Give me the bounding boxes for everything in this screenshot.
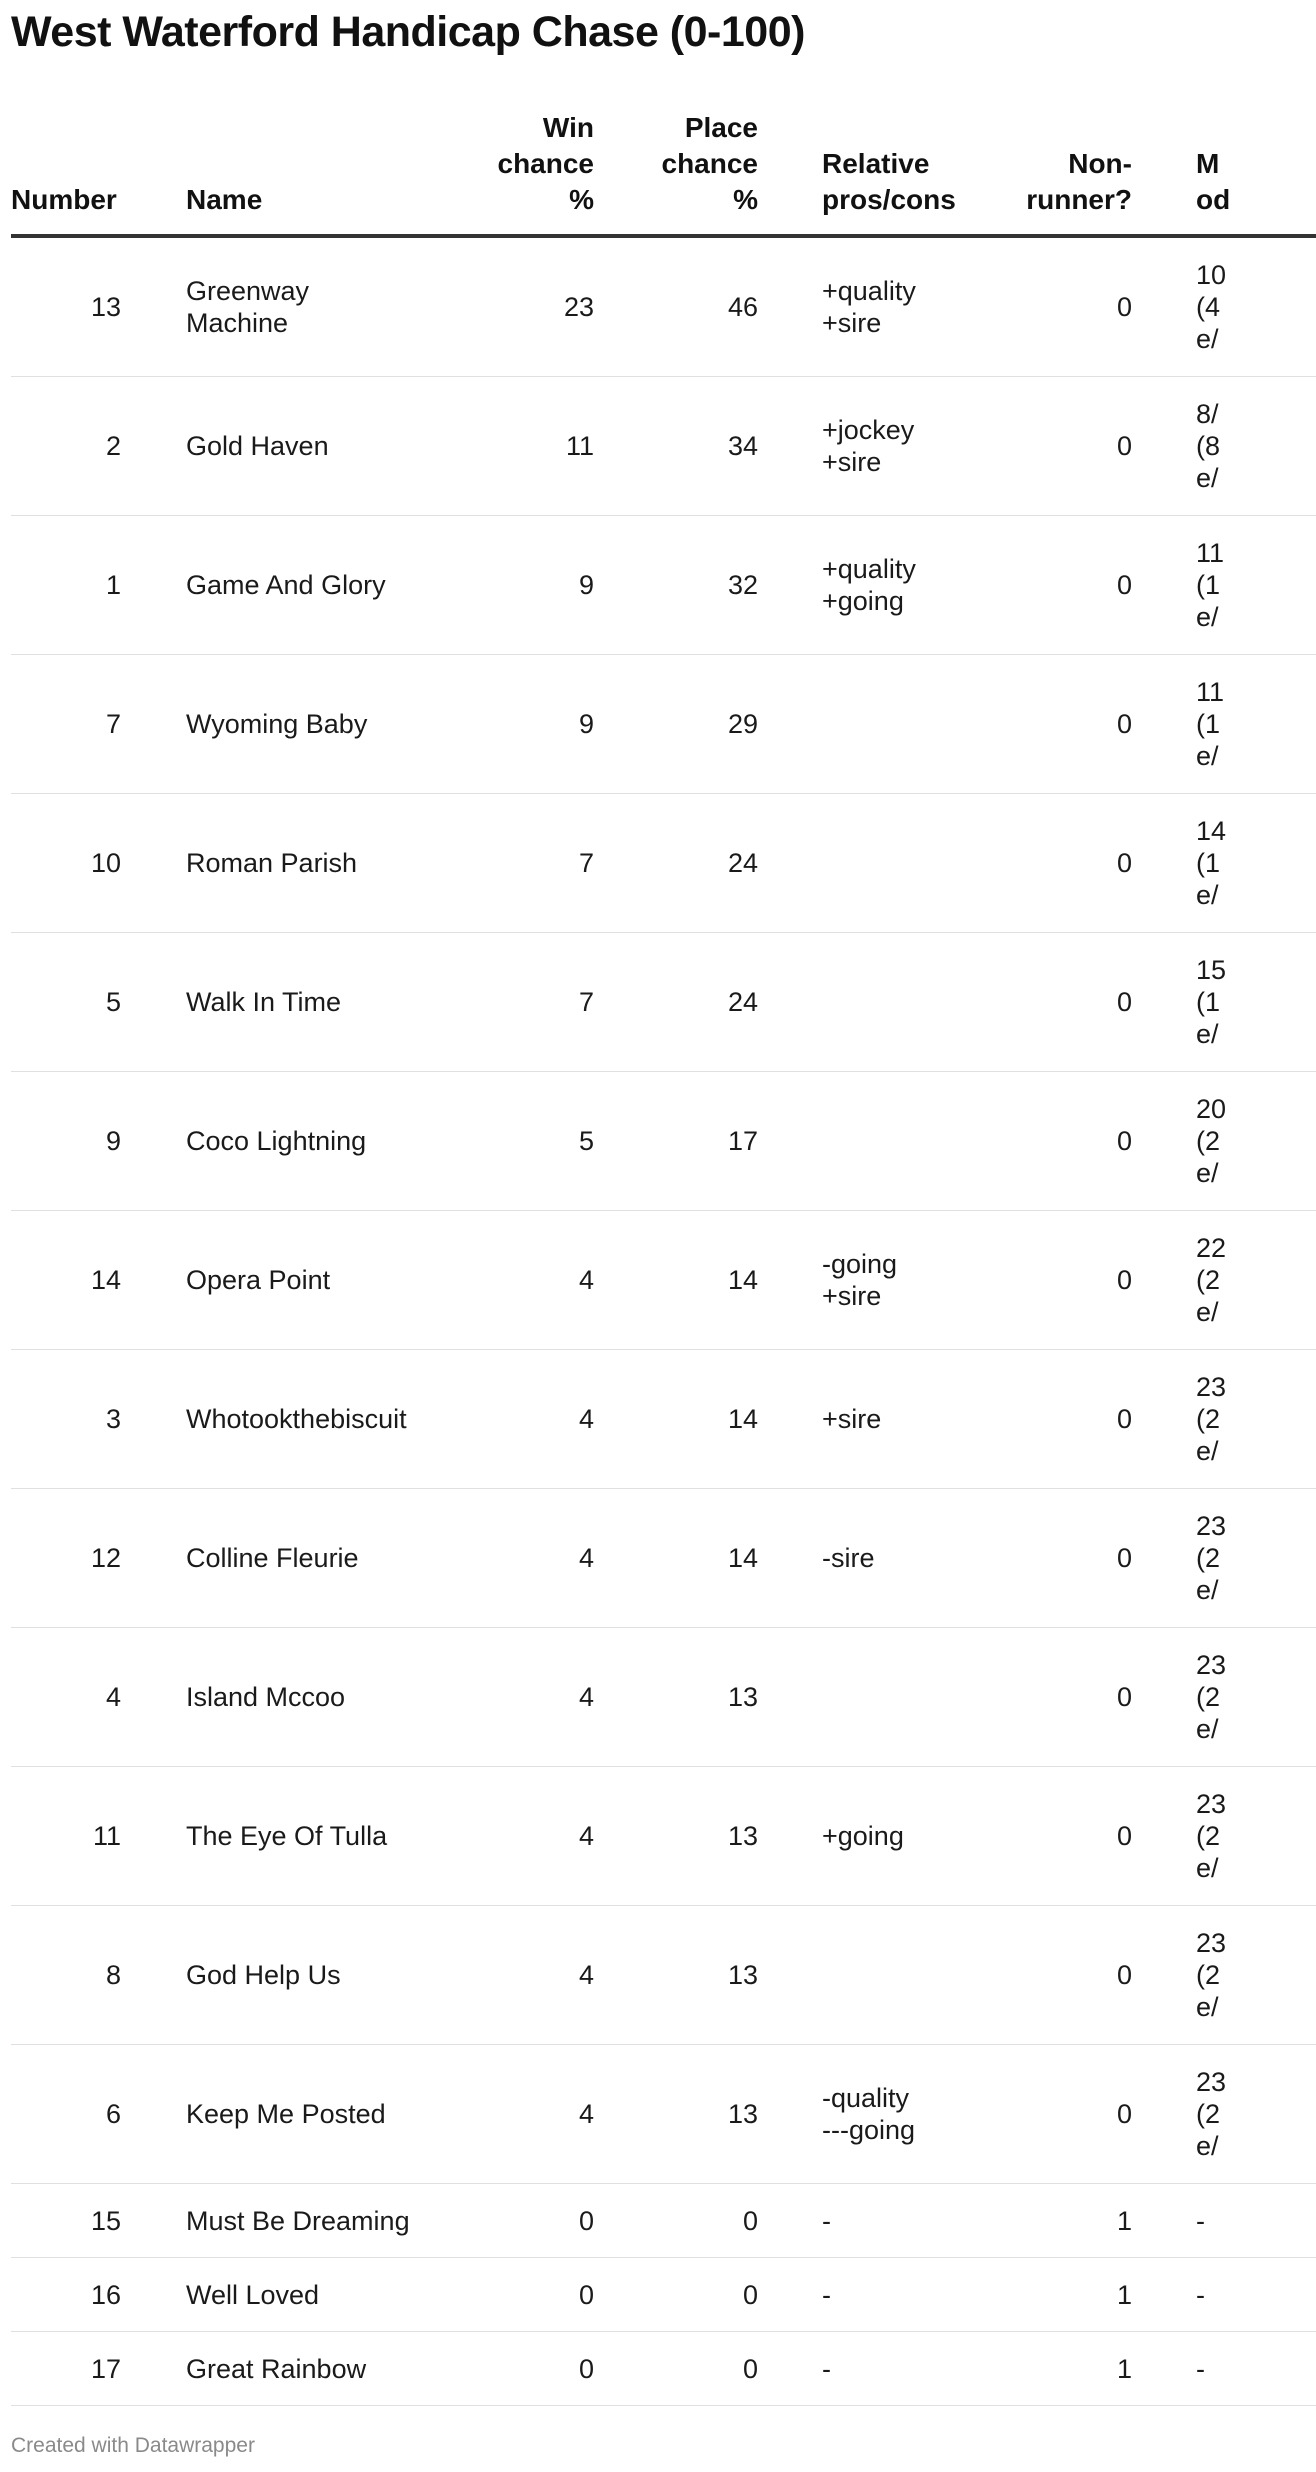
cell-number: 6 (11, 2045, 121, 2184)
cell-place-chance: 13 (594, 1628, 758, 1767)
cell-spacer (758, 1628, 822, 1767)
cell-spacer (121, 1211, 186, 1350)
chart-title: West Waterford Handicap Chase (0-100) (11, 8, 805, 56)
cell-win-chance: 11 (436, 377, 594, 516)
cell-non-runner: 1 (972, 2332, 1132, 2406)
cell-place-chance: 0 (594, 2332, 758, 2406)
cell-spacer (1132, 377, 1196, 516)
cell-win-chance: 4 (436, 1489, 594, 1628)
cell-name: Whotookthebiscuit (186, 1350, 436, 1489)
cell-spacer (758, 516, 822, 655)
table-header-row (11, 110, 1316, 236)
cell-odds: 10 (4 e/ (1196, 236, 1316, 377)
table-body (11, 236, 1316, 2406)
cell-spacer (121, 1072, 186, 1211)
header-name[interactable]: Name (186, 110, 436, 236)
cell-number: 7 (11, 655, 121, 794)
cell-spacer (758, 1350, 822, 1489)
cell-odds: 14 (1 e/ (1196, 794, 1316, 933)
cell-non-runner: 0 (972, 2045, 1132, 2184)
cell-relative-pros-cons: +going (822, 1767, 972, 1906)
cell-spacer (758, 933, 822, 1072)
cell-spacer (1132, 933, 1196, 1072)
cell-non-runner: 0 (972, 1350, 1132, 1489)
cell-relative-pros-cons: -quality ---going (822, 2045, 972, 2184)
cell-spacer (1132, 1906, 1196, 2045)
cell-place-chance: 13 (594, 1767, 758, 1906)
table-row (11, 2184, 1316, 2258)
cell-name: Greenway Machine (186, 236, 436, 377)
cell-relative-pros-cons: +sire (822, 1350, 972, 1489)
cell-spacer (1132, 1211, 1196, 1350)
cell-spacer (121, 1628, 186, 1767)
cell-place-chance: 0 (594, 2184, 758, 2258)
cell-relative-pros-cons: -sire (822, 1489, 972, 1628)
cell-place-chance: 46 (594, 236, 758, 377)
cell-relative-pros-cons (822, 933, 972, 1072)
cell-spacer (121, 1350, 186, 1489)
cell-odds: 23 (2 e/ (1196, 1906, 1316, 2045)
cell-name: God Help Us (186, 1906, 436, 2045)
cell-name: Game And Glory (186, 516, 436, 655)
cell-spacer (1132, 236, 1196, 377)
cell-number: 3 (11, 1350, 121, 1489)
cell-relative-pros-cons (822, 655, 972, 794)
cell-spacer (121, 655, 186, 794)
cell-win-chance: 4 (436, 1628, 594, 1767)
cell-name: Keep Me Posted (186, 2045, 436, 2184)
cell-win-chance: 5 (436, 1072, 594, 1211)
table-row (11, 1628, 1316, 1767)
cell-relative-pros-cons: +quality +going (822, 516, 972, 655)
cell-spacer (121, 1767, 186, 1906)
cell-win-chance: 0 (436, 2184, 594, 2258)
cell-spacer (1132, 1072, 1196, 1211)
cell-spacer (758, 2332, 822, 2406)
cell-spacer (121, 1906, 186, 2045)
cell-odds: 23 (2 e/ (1196, 1767, 1316, 1906)
cell-non-runner: 0 (972, 794, 1132, 933)
cell-spacer (758, 1072, 822, 1211)
cell-odds: 8/ (8 e/ (1196, 377, 1316, 516)
cell-non-runner: 0 (972, 377, 1132, 516)
cell-spacer (121, 516, 186, 655)
cell-win-chance: 4 (436, 2045, 594, 2184)
cell-spacer (121, 2332, 186, 2406)
cell-spacer (1132, 1628, 1196, 1767)
cell-odds: 11 (1 e/ (1196, 516, 1316, 655)
cell-number: 12 (11, 1489, 121, 1628)
header-win-chance[interactable]: Win chance % (436, 110, 594, 236)
cell-number: 10 (11, 794, 121, 933)
cell-spacer (1132, 655, 1196, 794)
cell-spacer (121, 1489, 186, 1628)
cell-spacer (121, 377, 186, 516)
cell-number: 17 (11, 2332, 121, 2406)
runners-table (11, 110, 1316, 2406)
table-row (11, 2258, 1316, 2332)
cell-relative-pros-cons (822, 1628, 972, 1767)
cell-spacer (1132, 2332, 1196, 2406)
cell-non-runner: 0 (972, 1628, 1132, 1767)
header-number[interactable]: Number (11, 110, 121, 236)
cell-relative-pros-cons: +jockey +sire (822, 377, 972, 516)
cell-spacer (121, 933, 186, 1072)
cell-spacer (121, 794, 186, 933)
cell-win-chance: 9 (436, 516, 594, 655)
cell-win-chance: 4 (436, 1211, 594, 1350)
cell-spacer (758, 1906, 822, 2045)
cell-place-chance: 17 (594, 1072, 758, 1211)
cell-place-chance: 24 (594, 933, 758, 1072)
cell-name: Well Loved (186, 2258, 436, 2332)
cell-number: 16 (11, 2258, 121, 2332)
cell-spacer (758, 794, 822, 933)
cell-win-chance: 7 (436, 933, 594, 1072)
cell-non-runner: 0 (972, 933, 1132, 1072)
cell-spacer (758, 2045, 822, 2184)
table-row (11, 794, 1316, 933)
header-odds[interactable]: M od (1196, 110, 1316, 236)
cell-number: 5 (11, 933, 121, 1072)
table-row (11, 1489, 1316, 1628)
cell-relative-pros-cons: - (822, 2258, 972, 2332)
cell-non-runner: 0 (972, 516, 1132, 655)
cell-relative-pros-cons: -going +sire (822, 1211, 972, 1350)
cell-spacer (758, 655, 822, 794)
cell-spacer (758, 1489, 822, 1628)
cell-name: Wyoming Baby (186, 655, 436, 794)
cell-odds: 22 (2 e/ (1196, 1211, 1316, 1350)
table-row (11, 1906, 1316, 2045)
cell-spacer (1132, 1767, 1196, 1906)
cell-spacer (1132, 794, 1196, 933)
cell-non-runner: 0 (972, 1906, 1132, 2045)
cell-non-runner: 0 (972, 1072, 1132, 1211)
cell-relative-pros-cons: +quality +sire (822, 236, 972, 377)
cell-spacer (121, 2184, 186, 2258)
cell-place-chance: 0 (594, 2258, 758, 2332)
cell-spacer (758, 2258, 822, 2332)
cell-non-runner: 0 (972, 1767, 1132, 1906)
table-row (11, 1350, 1316, 1489)
table-row (11, 933, 1316, 1072)
cell-relative-pros-cons (822, 1072, 972, 1211)
cell-number: 9 (11, 1072, 121, 1211)
cell-spacer (121, 2045, 186, 2184)
cell-odds: - (1196, 2184, 1316, 2258)
cell-name: Island Mccoo (186, 1628, 436, 1767)
cell-place-chance: 13 (594, 2045, 758, 2184)
cell-non-runner: 1 (972, 2184, 1132, 2258)
cell-name: Opera Point (186, 1211, 436, 1350)
table-row (11, 1767, 1316, 1906)
table-row (11, 377, 1316, 516)
cell-number: 1 (11, 516, 121, 655)
cell-odds: 23 (2 e/ (1196, 2045, 1316, 2184)
header-spacer (758, 110, 822, 236)
header-relative-pros-cons[interactable]: Relative pros/cons (822, 110, 972, 236)
cell-spacer (758, 377, 822, 516)
cell-name: Roman Parish (186, 794, 436, 933)
header-spacer (121, 110, 186, 236)
cell-spacer (1132, 2045, 1196, 2184)
cell-place-chance: 14 (594, 1350, 758, 1489)
cell-name: Must Be Dreaming (186, 2184, 436, 2258)
header-place-chance[interactable]: Place chance % (594, 110, 758, 236)
runners-table-container[interactable] (11, 110, 1231, 2406)
cell-name: The Eye Of Tulla (186, 1767, 436, 1906)
cell-name: Gold Haven (186, 377, 436, 516)
cell-odds: 23 (2 e/ (1196, 1350, 1316, 1489)
cell-relative-pros-cons: - (822, 2332, 972, 2406)
cell-odds: 15 (1 e/ (1196, 933, 1316, 1072)
header-spacer (1132, 110, 1196, 236)
cell-win-chance: 23 (436, 236, 594, 377)
table-row (11, 1211, 1316, 1350)
cell-place-chance: 29 (594, 655, 758, 794)
cell-place-chance: 32 (594, 516, 758, 655)
cell-odds: 23 (2 e/ (1196, 1489, 1316, 1628)
cell-spacer (758, 236, 822, 377)
cell-spacer (121, 236, 186, 377)
cell-name: Coco Lightning (186, 1072, 436, 1211)
table-row (11, 516, 1316, 655)
cell-place-chance: 14 (594, 1211, 758, 1350)
cell-number: 13 (11, 236, 121, 377)
cell-odds: - (1196, 2332, 1316, 2406)
cell-number: 2 (11, 377, 121, 516)
table-row (11, 2332, 1316, 2406)
cell-odds: 23 (2 e/ (1196, 1628, 1316, 1767)
cell-odds: 11 (1 e/ (1196, 655, 1316, 794)
cell-relative-pros-cons: - (822, 2184, 972, 2258)
cell-place-chance: 13 (594, 1906, 758, 2045)
cell-number: 14 (11, 1211, 121, 1350)
cell-spacer (758, 2184, 822, 2258)
cell-spacer (758, 1767, 822, 1906)
cell-number: 11 (11, 1767, 121, 1906)
cell-spacer (1132, 1489, 1196, 1628)
cell-non-runner: 1 (972, 2258, 1132, 2332)
cell-spacer (121, 2258, 186, 2332)
cell-relative-pros-cons (822, 794, 972, 933)
cell-win-chance: 4 (436, 1350, 594, 1489)
cell-win-chance: 4 (436, 1906, 594, 2045)
table-row (11, 1072, 1316, 1211)
table-row (11, 2045, 1316, 2184)
cell-win-chance: 0 (436, 2258, 594, 2332)
cell-spacer (758, 1211, 822, 1350)
cell-non-runner: 0 (972, 236, 1132, 377)
cell-place-chance: 14 (594, 1489, 758, 1628)
cell-win-chance: 4 (436, 1767, 594, 1906)
table-row (11, 236, 1316, 377)
cell-name: Great Rainbow (186, 2332, 436, 2406)
cell-number: 8 (11, 1906, 121, 2045)
cell-non-runner: 0 (972, 1489, 1132, 1628)
cell-place-chance: 24 (594, 794, 758, 933)
cell-win-chance: 0 (436, 2332, 594, 2406)
cell-win-chance: 7 (436, 794, 594, 933)
cell-odds: - (1196, 2258, 1316, 2332)
footer-credit[interactable]: Created with Datawrapper (11, 2434, 255, 2457)
cell-non-runner: 0 (972, 1211, 1132, 1350)
cell-spacer (1132, 1350, 1196, 1489)
cell-number: 4 (11, 1628, 121, 1767)
cell-number: 15 (11, 2184, 121, 2258)
cell-place-chance: 34 (594, 377, 758, 516)
header-non-runner[interactable]: Non- runner? (972, 110, 1132, 236)
cell-odds: 20 (2 e/ (1196, 1072, 1316, 1211)
cell-name: Walk In Time (186, 933, 436, 1072)
cell-spacer (1132, 516, 1196, 655)
cell-spacer (1132, 2184, 1196, 2258)
cell-win-chance: 9 (436, 655, 594, 794)
cell-name: Colline Fleurie (186, 1489, 436, 1628)
cell-non-runner: 0 (972, 655, 1132, 794)
cell-relative-pros-cons (822, 1906, 972, 2045)
cell-spacer (1132, 2258, 1196, 2332)
table-row (11, 655, 1316, 794)
